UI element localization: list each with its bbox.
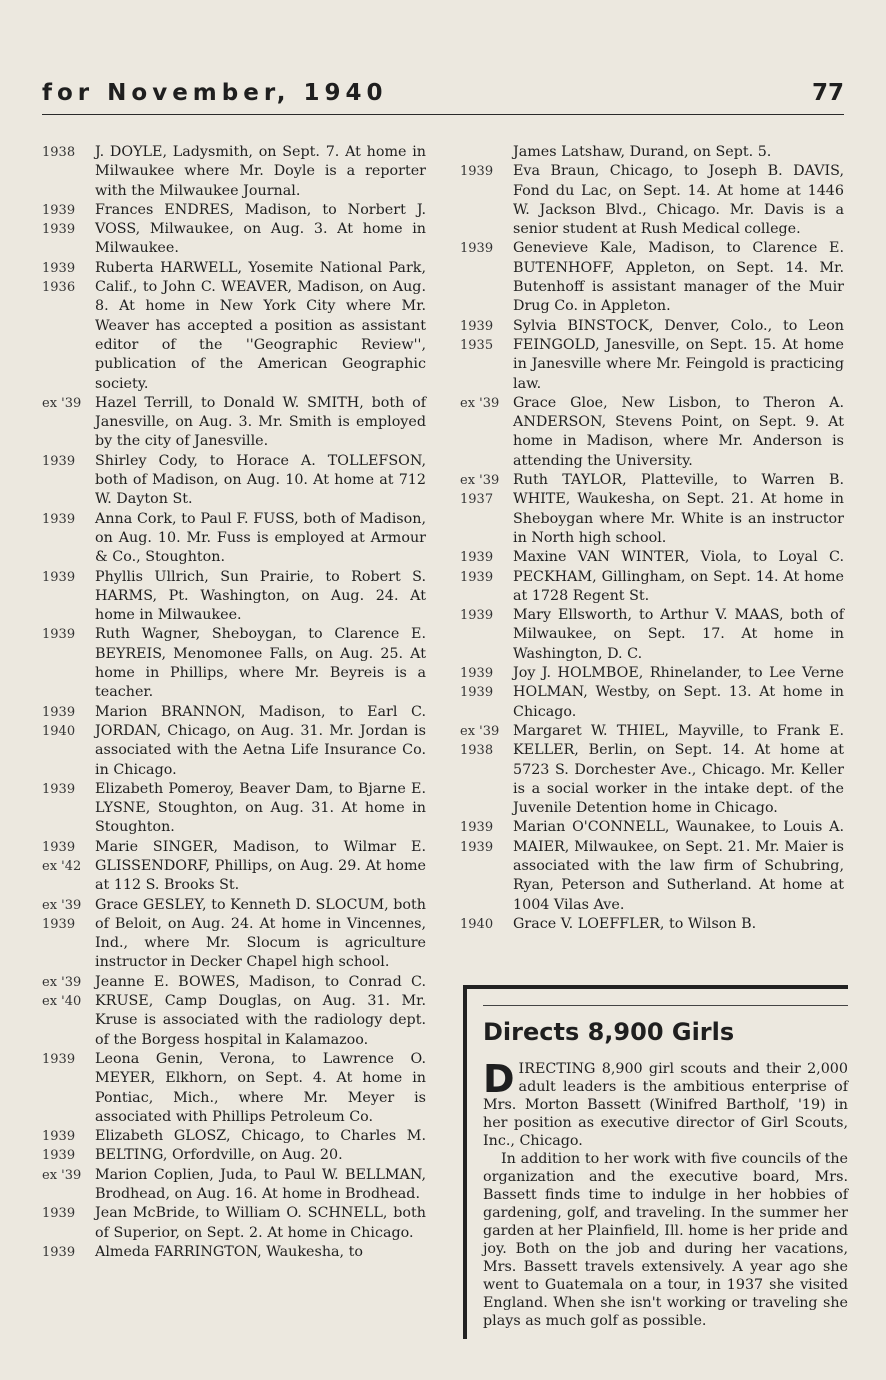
class-year-label: [460, 143, 513, 162]
class-year-label: 1935: [460, 337, 494, 353]
entry-text: Margaret W. THIEL, Mayville, to Frank E. KELLER, Berlin, on Sept. 14. At home at 5723 S. Dorchester Ave., Chicago. Mr. Keller is a social worker in the intake dept. of the Juvenile Detention home in Chicago.: [513, 722, 844, 817]
class-year-label: 1939: [460, 318, 494, 334]
class-year-label: 1939: [42, 916, 76, 932]
left-column: [42, 143, 426, 1262]
class-year-label: 1939: [42, 1206, 76, 1222]
marriage-entry: [42, 143, 426, 201]
entry-text: Ruth Wagner, Sheboygan, to Clarence E. BEYREIS, Menomonee Falls, on Aug. 25. At home in Phillips, where Mr. Beyreis is a teacher.: [95, 626, 426, 701]
class-year: [42, 1204, 95, 1243]
entry-text: Sylvia BINSTOCK, Denver, Colo., to Leon FEINGOLD, Janesville, on Sept. 15. At home in Janesville where Mr. Feingold is practicing law.: [513, 317, 844, 392]
marriage-entry: [460, 664, 844, 722]
class-year: [42, 1243, 95, 1262]
marriage-entry: [42, 896, 426, 973]
class-year-label: 1939: [460, 685, 494, 701]
class-year: [42, 201, 95, 259]
class-year-label: 1939: [460, 550, 494, 566]
class-year: [42, 510, 95, 568]
entry-text: James Latshaw, Durand, on Sept. 5.: [513, 144, 772, 160]
class-year: [460, 664, 513, 722]
class-year-label: 1939: [460, 241, 494, 257]
class-year-label: ex '39: [460, 473, 500, 489]
page-number: 77: [811, 80, 844, 106]
class-year-label: 1936: [42, 280, 76, 296]
class-year-label: 1939: [42, 627, 76, 643]
class-year-label: ex '39: [42, 897, 82, 913]
entry-text: Almeda FARRINGTON, Waukesha, to: [95, 1243, 364, 1260]
marriage-entry: [42, 703, 426, 780]
class-year-label: ex '42: [42, 858, 82, 874]
entry-text: Jeanne E. BOWES, Madison, to Conrad C. KRUSE, Camp Douglas, on Aug. 31. Mr. Kruse is associated with the radiology dept. of the Borgess hospital in Kalamazoo.: [95, 973, 426, 1048]
class-year: [42, 452, 95, 510]
feature-title: Directs 8,900 Girls: [483, 1018, 735, 1046]
entry-text: J. DOYLE, Ladysmith, on Sept. 7. At home in Milwaukee where Mr. Doyle is a reporter with the Milwaukee Journal.: [95, 144, 426, 199]
feature-box-inner: [483, 1005, 848, 1330]
marriage-entry: [42, 1127, 426, 1166]
class-year-label: 1938: [42, 145, 76, 160]
class-year-label: 1939: [42, 1129, 76, 1145]
feature-body: [483, 1057, 848, 1330]
marriage-entry: [460, 548, 844, 606]
marriage-entry: [460, 722, 844, 818]
marriage-entry: [42, 1204, 426, 1243]
entry-text: Marie SINGER, Madison, to Wilmar E. GLISSENDORF, Phillips, on Aug. 29. At home at 112 S. Brooks St.: [95, 838, 426, 894]
class-year-label: 1939: [42, 839, 76, 855]
entry-text: Jean McBride, to William O. SCHNELL, both of Superior, on Sept. 2. At home in Chicago.: [95, 1205, 426, 1241]
class-year: [460, 915, 513, 934]
class-year-label: 1939: [42, 704, 76, 720]
class-year: [42, 1050, 95, 1127]
entry-text: Elizabeth GLOSZ, Chicago, to Charles M. BELTING, Orfordville, on Aug. 20.: [95, 1128, 426, 1164]
entry-text: Frances ENDRES, Madison, to Norbert J. VOSS, Milwaukee, on Aug. 3. At home in Milwaukee.: [95, 201, 426, 257]
class-year: [460, 606, 513, 664]
class-year-label: 1939: [460, 569, 494, 585]
marriage-entry: [460, 162, 844, 239]
class-year: [460, 162, 513, 239]
class-year-label: 1937: [460, 492, 494, 508]
marriage-entry: [42, 973, 426, 1050]
class-year-label: ex '39: [460, 723, 500, 739]
class-year: [460, 239, 513, 316]
class-year-label: 1939: [42, 1051, 76, 1067]
entry-text: Ruberta HARWELL, Yosemite National Park, Calif., to John C. WEAVER, Madison, on Aug. 8. At home in New York City where Mr. Weaver has accepted a position as assistant editor of the ''Geographic Review'', publication of the American Geographic society.: [95, 259, 426, 392]
class-year: [460, 143, 513, 162]
marriage-entry: [460, 143, 844, 162]
class-year: [460, 818, 513, 914]
entry-text: Marion Coplien, Juda, to Paul W. BELLMAN, Brodhead, on Aug. 16. At home in Brodhead.: [95, 1166, 426, 1203]
marriage-entry: [42, 394, 426, 452]
class-year-label: 1940: [460, 916, 494, 932]
class-year-label: 1939: [42, 260, 76, 276]
entry-text: Eva Braun, Chicago, to Joseph B. DAVIS, Fond du Lac, on Sept. 14. At home at 1446 W. Jackson Blvd., Chicago. Mr. Davis is a senior student at Rush Medical college.: [513, 163, 844, 238]
marriage-entry: [460, 606, 844, 664]
class-year-label: 1939: [42, 1148, 76, 1164]
marriage-entry: [460, 818, 844, 914]
marriage-entry: [42, 201, 426, 259]
marriage-entry: [42, 259, 426, 394]
class-year-label: 1939: [42, 453, 76, 469]
marriage-entry: [460, 915, 844, 934]
class-year-label: 1939: [42, 222, 76, 238]
entry-text: Grace GESLEY, to Kenneth D. SLOCUM, both of Beloit, on Aug. 24. At home in Vincennes, Ind., where Mr. Slocum is agriculture instructor in Decker Chapel high school.: [95, 896, 426, 971]
entry-text: Anna Cork, to Paul F. FUSS, both of Madison, on Aug. 10. Mr. Fuss is employed at Armour & Co., Stoughton.: [95, 510, 426, 566]
class-year-label: ex '39: [42, 1167, 82, 1183]
class-year: [42, 394, 95, 452]
class-year-label: 1939: [460, 820, 494, 836]
class-year-label: ex '39: [42, 974, 82, 990]
marriage-entry: [42, 780, 426, 838]
entry-text: Marian O'CONNELL, Waunakee, to Louis A. MAIER, Milwaukee, on Sept. 21. Mr. Maier is associated with the law firm of Schubring, Ryan, Peterson and Sutherland. At home at 1004 Vilas Ave.: [513, 819, 844, 913]
entry-text: Shirley Cody, to Horace A. TOLLEFSON, both of Madison, on Aug. 10. At home at 712 W. Dayton St.: [95, 452, 426, 508]
feature-paragraph: [483, 1057, 848, 1150]
marriage-entry: [42, 568, 426, 626]
page-header: [42, 80, 844, 115]
right-column: [460, 143, 844, 934]
entry-text: Grace V. LOEFFLER, to Wilson B.: [513, 915, 757, 932]
feature-box: [463, 985, 848, 1339]
entry-text: Joy J. HOLMBOE, Rhinelander, to Lee Verne HOLMAN, Westby, on Sept. 13. At home in Chicago.: [513, 665, 844, 720]
marriage-entry: [42, 1243, 426, 1262]
class-year-label: ex '39: [460, 395, 500, 411]
marriage-entry: [42, 452, 426, 510]
marriage-entry: [460, 394, 844, 471]
class-year-label: 1939: [42, 781, 76, 797]
entry-text: Ruth TAYLOR, Platteville, to Warren B. WHITE, Waukesha, on Sept. 21. At home in Sheboygan where Mr. White is an instructor in North high school.: [513, 472, 844, 546]
entry-text: Marion BRANNON, Madison, to Earl C. JORDAN, Chicago, on Aug. 31. Mr. Jordan is associated with the Aetna Life Insurance Co. in Chicago.: [95, 703, 426, 778]
class-year: [42, 896, 95, 973]
entry-text: Leona Genin, Verona, to Lawrence O. MEYER, Elkhorn, on Sept. 4. At home in Pontiac, Mich., where Mr. Meyer is associated with Phillips Petroleum Co.: [95, 1050, 426, 1125]
class-year-label: 1939: [460, 839, 494, 855]
marriage-entry: [42, 838, 426, 896]
class-year-label: 1938: [460, 743, 494, 759]
marriage-entry: [460, 471, 844, 548]
entry-text: Genevieve Kale, Madison, to Clarence E. BUTENHOFF, Appleton, on Sept. 14. Mr. Butenhoff is assistant manager of the Muir Drug Co. in Appleton.: [513, 240, 844, 315]
marriage-entry: [460, 239, 844, 316]
issue-date: for November, 1940: [42, 80, 388, 106]
entry-text: Elizabeth Pomeroy, Beaver Dam, to Bjarne E. LYSNE, Stoughton, on Aug. 31. At home in Stoughton.: [95, 780, 426, 836]
class-year-label: ex '39: [42, 395, 82, 411]
class-year-label: 1939: [460, 164, 494, 180]
class-year-label: 1939: [42, 569, 76, 585]
class-year: [42, 1127, 95, 1166]
entry-text: Phyllis Ullrich, Sun Prairie, to Robert S. HARMS, Pt. Washington, on Aug. 24. At home in Milwaukee.: [95, 568, 426, 624]
class-year: [460, 722, 513, 818]
class-year-label: 1940: [42, 723, 76, 739]
class-year: [42, 1166, 95, 1205]
entry-text: Mary Ellsworth, to Arthur V. MAAS, both of Milwaukee, on Sept. 17. At home in Washington, D. C.: [513, 607, 844, 662]
class-year: [42, 780, 95, 838]
feature-paragraph: In addition to her work with five councils of the organization and the executive board, Mrs. Bassett finds time to indulge in her hobbies of gardening, golf, and traveling. In the summer her garden at her Plainfield, Ill. home is her pride and joy. Both on the job and during her vacations, Mrs. Bassett travels extensively. A year ago she went to Guatemala on a tour, in 1937 she visited England. When she isn't working or traveling she plays as much golf as possible.: [483, 1151, 848, 1329]
class-year-label: 1939: [42, 1244, 76, 1260]
class-year: [460, 548, 513, 606]
marriage-entry: [42, 510, 426, 568]
class-year: [42, 838, 95, 896]
marriage-entry: [42, 1166, 426, 1205]
class-year: [42, 568, 95, 626]
class-year: [460, 394, 513, 471]
class-year: [42, 973, 95, 1050]
class-year-label: 1939: [42, 511, 76, 527]
class-year: [460, 471, 513, 548]
entry-text: Maxine VAN WINTER, Viola, to Loyal C. PECKHAM, Gillingham, on Sept. 14. At home at 1728 Regent St.: [513, 549, 844, 604]
marriage-entry: [42, 1050, 426, 1127]
marriage-entry: [460, 317, 844, 394]
entry-text: Hazel Terrill, to Donald W. SMITH, both of Janesville, on Aug. 3. Mr. Smith is employed by the city of Janesville.: [95, 394, 426, 450]
marriage-entry: [42, 625, 426, 702]
class-year: [460, 317, 513, 394]
class-year-label: 1939: [460, 608, 494, 624]
feature-paragraph-text: IRECTING 8,900 girl scouts and their 2,000 adult leaders is the ambitious enterprise of Mrs. Morton Bassett (Winifred Bartholf, '19) in her position as executive director of Girl Scouts, Inc., Chicago.: [483, 1061, 848, 1149]
class-year-label: 1939: [42, 202, 76, 218]
class-year-label: ex '40: [42, 994, 82, 1010]
class-year: [42, 143, 95, 201]
entry-text: Grace Gloe, New Lisbon, to Theron A. ANDERSON, Stevens Point, on Sept. 9. At home in Madison, where Mr. Anderson is attending the University.: [513, 394, 844, 469]
class-year: [42, 259, 95, 394]
class-year-label: 1939: [460, 666, 494, 682]
class-year: [42, 703, 95, 780]
class-year: [42, 625, 95, 702]
drop-cap: D: [483, 1057, 515, 1101]
